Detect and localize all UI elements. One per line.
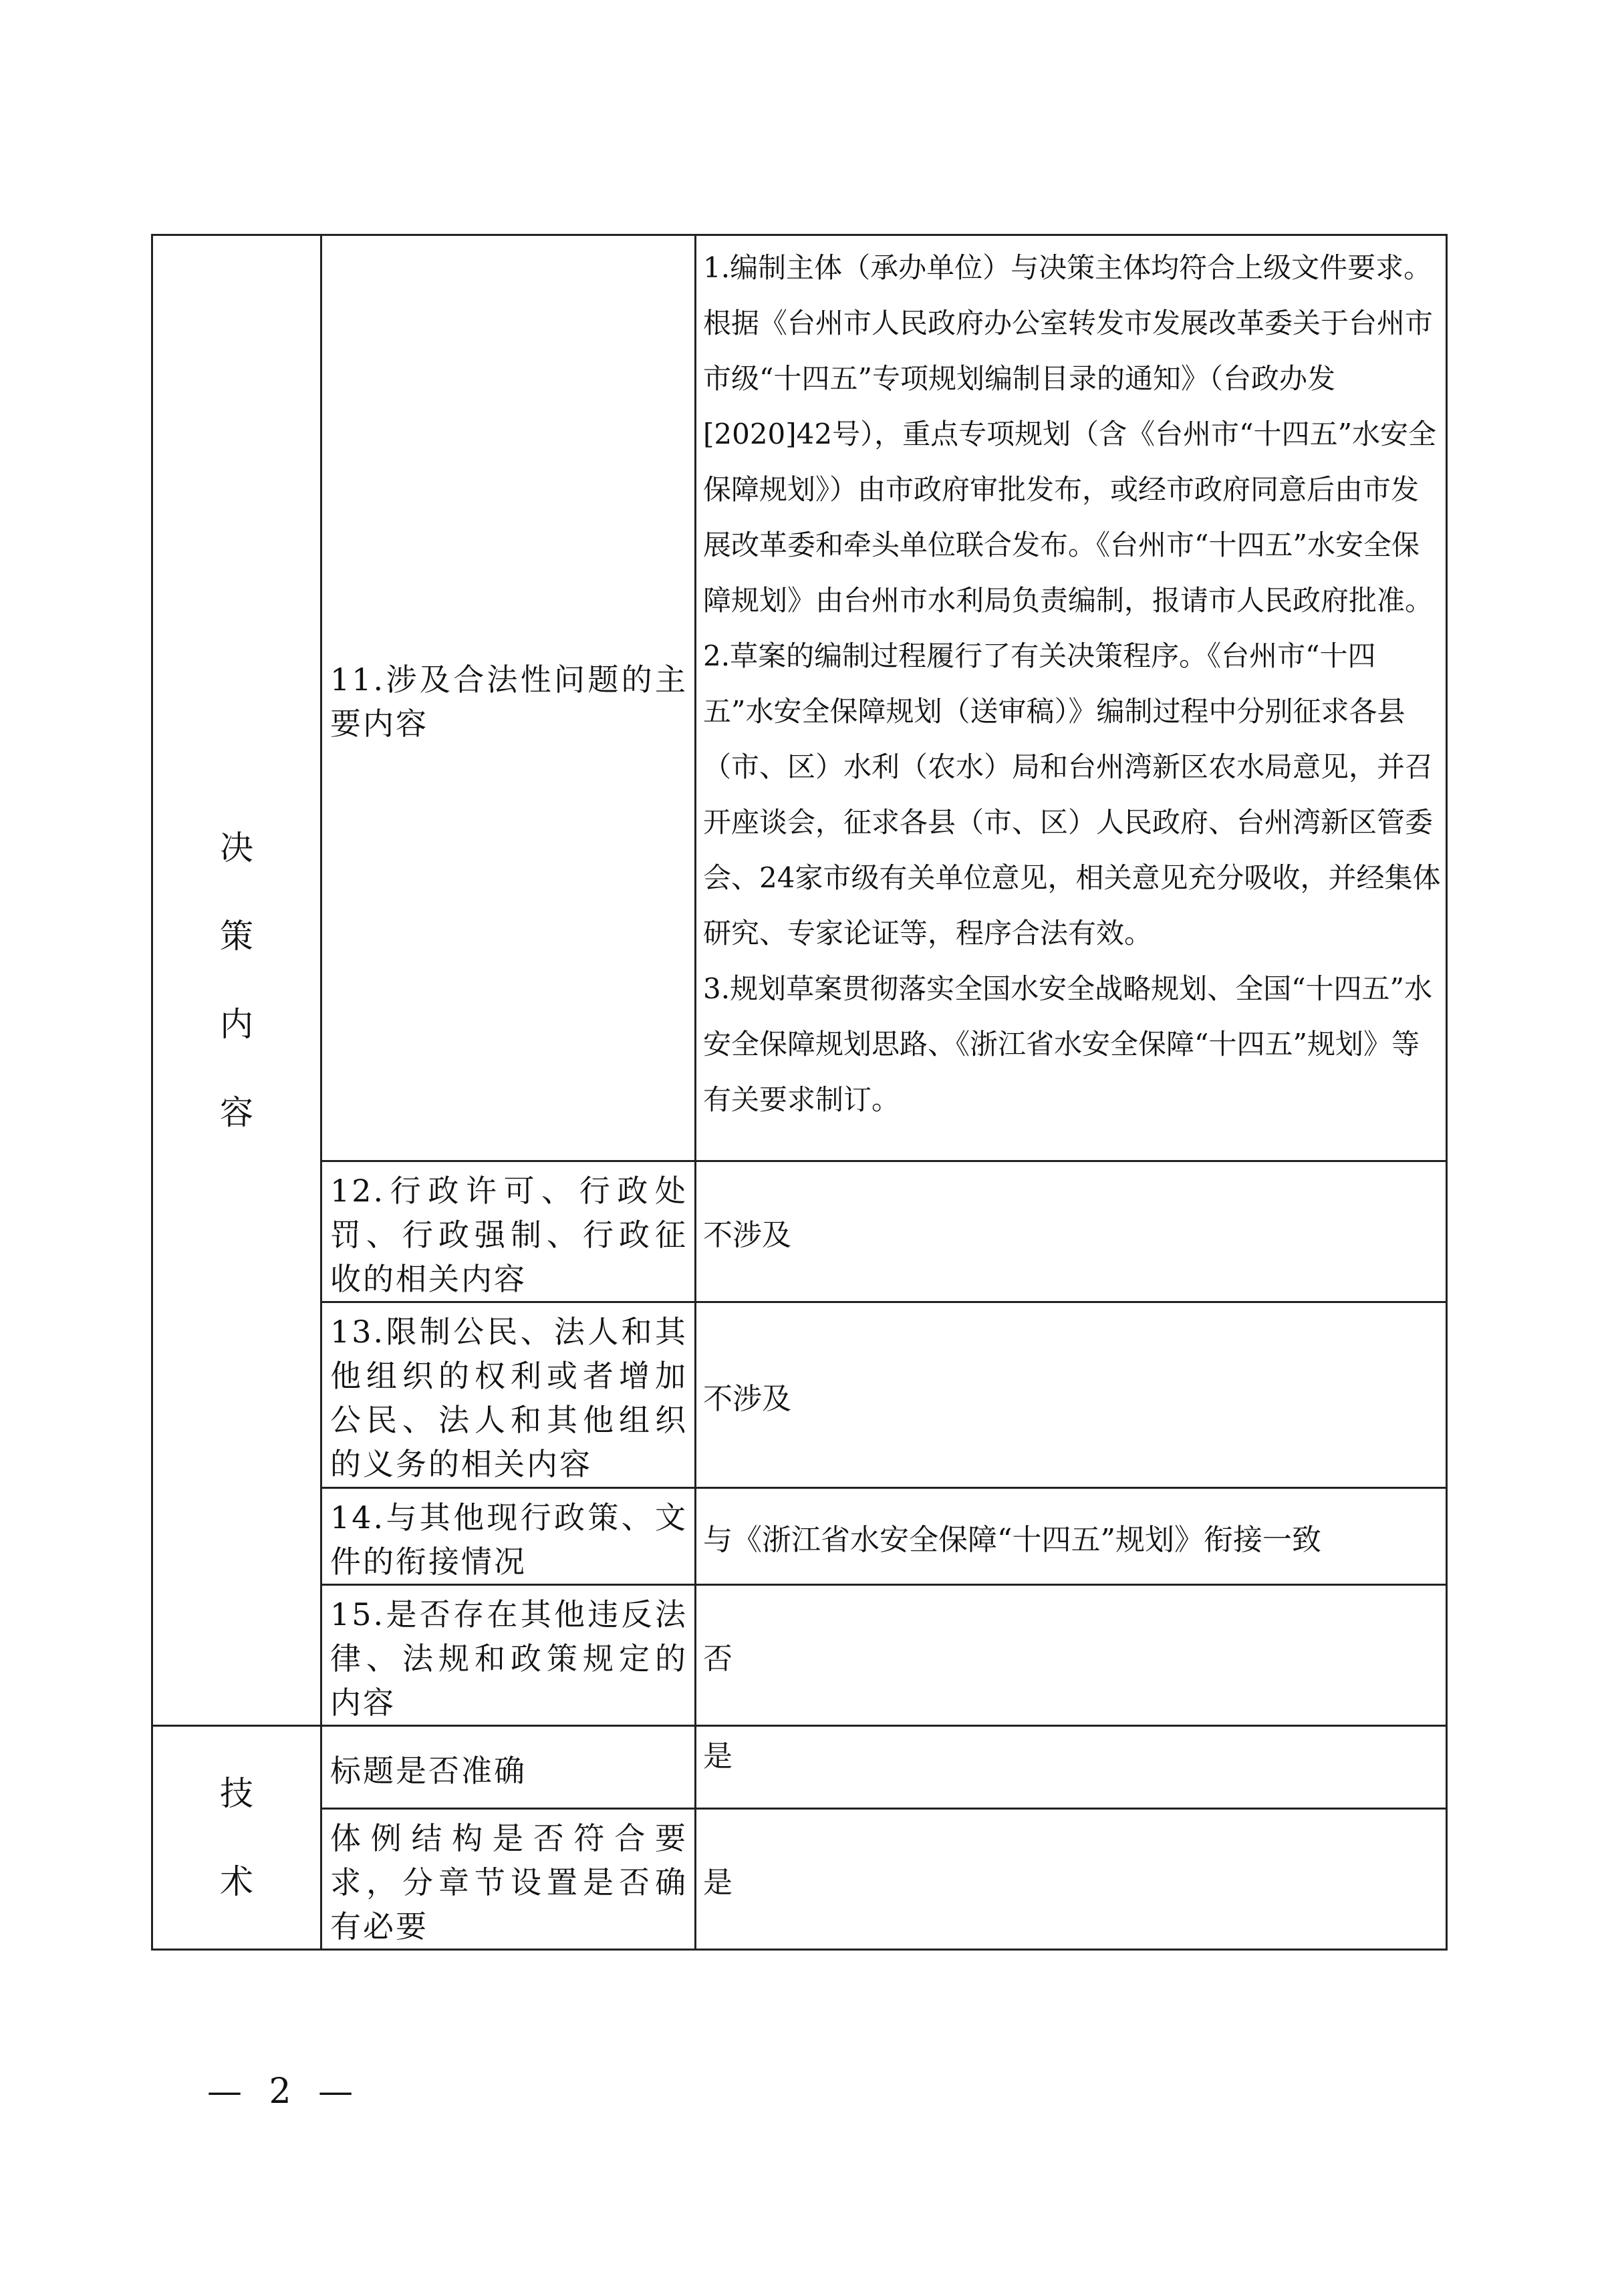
table-row	[152, 235, 1447, 1161]
section-decision-label: 决策内容	[220, 829, 253, 1132]
content-13: 不涉及	[696, 1302, 1447, 1488]
content-12: 不涉及	[696, 1161, 1447, 1302]
item-13: 13.限制公民、法人和其他组织的权利或者增加公民、法人和其他组织的义务的相关内容	[321, 1302, 696, 1488]
section-tech-cell	[152, 1726, 321, 1950]
content-11-para-2: 2.草案的编制过程履行了有关决策程序。《台州市“十四五”水安全保障规划（送审稿）》编制过程中分别征求各县（市、区）水利（农水）局和台州湾新区农水局意见，并召开座谈会，征求各县（市、区）人民政府、台州湾新区管委会、24家市级有关单位意见，相关意见充分吸收，并经集体研究、专家论证等，程序合法有效。	[703, 639, 1441, 950]
item-title-accuracy: 标题是否准确	[321, 1726, 696, 1809]
table-row	[152, 1488, 1447, 1585]
content-structure: 是	[696, 1809, 1447, 1950]
item-12: 12.行政许可、行政处罚、行政强制、行政征收的相关内容	[321, 1161, 696, 1302]
table-row	[152, 1302, 1447, 1488]
content-15: 否	[696, 1585, 1447, 1726]
item-11: 11.涉及合法性问题的主要内容	[321, 235, 696, 1161]
content-11	[696, 235, 1447, 1161]
table-row	[152, 1809, 1447, 1950]
item-structure: 体例结构是否符合要求，分章节设置是否确有必要	[321, 1809, 696, 1950]
content-title-accuracy: 是	[696, 1726, 1447, 1809]
table-row	[152, 1161, 1447, 1302]
content-14: 与《浙江省水安全保障“十四五”规划》衔接一致	[696, 1488, 1447, 1585]
page-number: — 2 —	[207, 2071, 362, 2112]
section-decision-cell	[152, 235, 321, 1726]
item-14: 14.与其他现行政策、文件的衔接情况	[321, 1488, 696, 1585]
section-tech-label: 技术	[220, 1774, 253, 1901]
content-11-para-3: 3.规划草案贯彻落实全国水安全战略规划、全国“十四五”水安全保障规划思路、《浙江省水安全保障“十四五”规划》等有关要求制订。	[703, 972, 1433, 1116]
table-row	[152, 1726, 1447, 1809]
review-table	[151, 234, 1448, 1951]
table-row	[152, 1585, 1447, 1726]
content-11-para-1: 1.编制主体（承办单位）与决策主体均符合上级文件要求。根据《台州市人民政府办公室转发市发展改革委关于台州市市级“十四五”专项规划编制目录的通知》（台政办发[2020]42号），重点专项规划（含《台州市“十四五”水安全保障规划》）由市政府审批发布，或经市政府同意后由市发展改革委和牵头单位联合发布。《台州市“十四五”水安全保障规划》由台州市水利局负责编制，报请市人民政府批准。	[703, 251, 1437, 617]
item-15: 15.是否存在其他违反法律、法规和政策规定的内容	[321, 1585, 696, 1726]
